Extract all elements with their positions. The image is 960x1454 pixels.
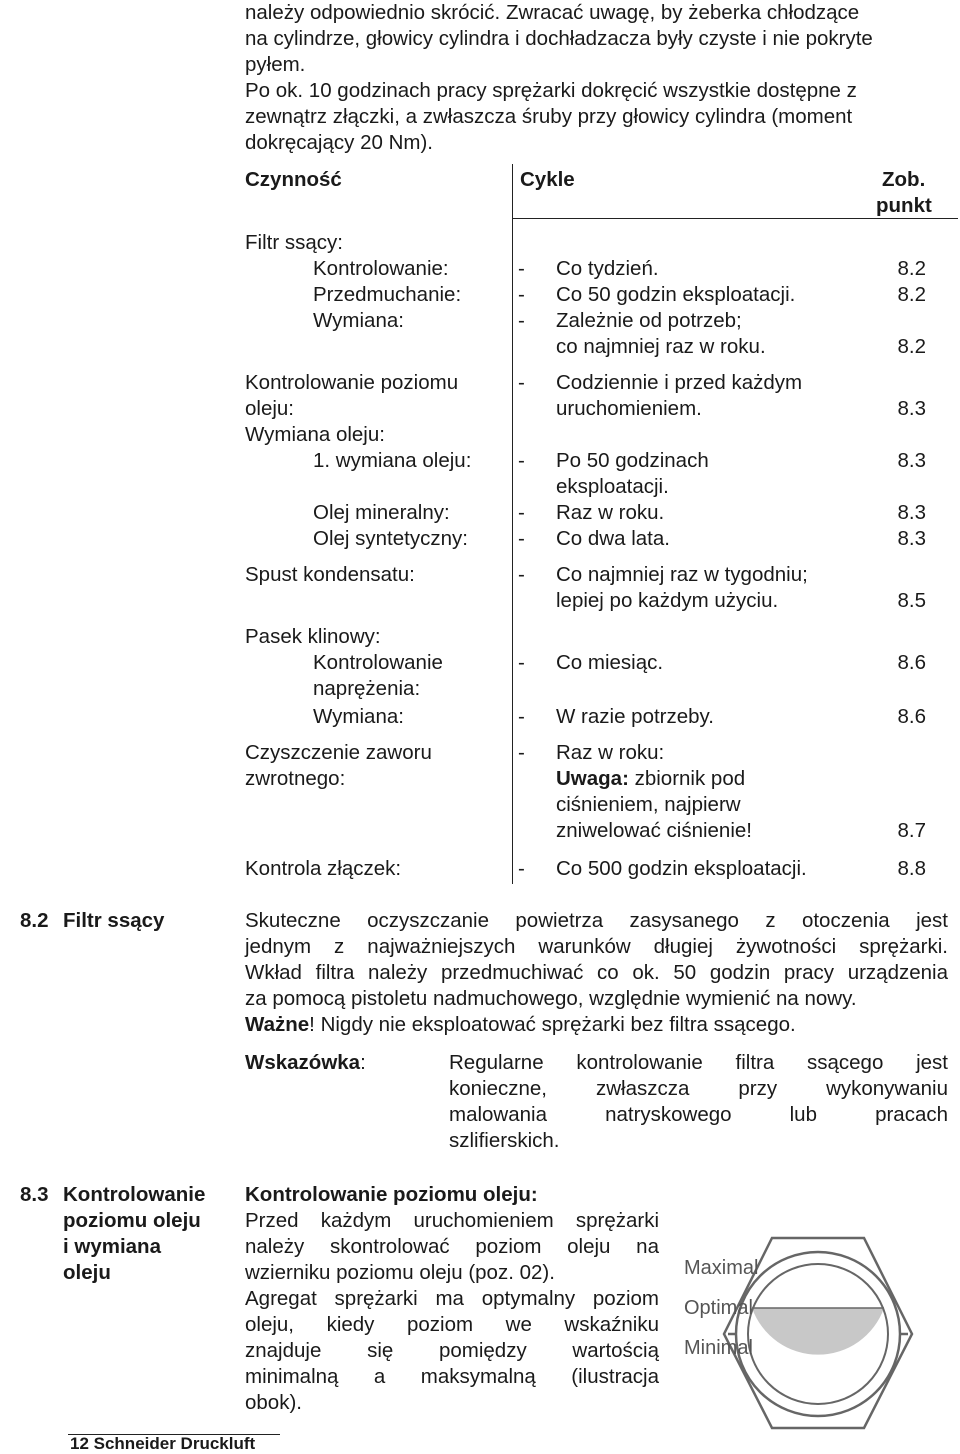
section-text-line: minimalną a maksymalną (ilustracja [245, 1365, 659, 1388]
row-label: zwrotnego: [245, 767, 346, 790]
row-label: Kontrolowanie [313, 651, 443, 674]
section-text-line: obok). [245, 1391, 302, 1414]
row-cycle: Co 50 godzin eksploatacji. [556, 283, 796, 306]
row-label: naprężenia: [313, 677, 421, 700]
intro-paragraph [245, 0, 950, 156]
label-minimal: Minimal [684, 1337, 753, 1359]
row-ref: 8.2 [897, 257, 926, 280]
important-text: ! Nigdy nie eksploatować sprężarki bez filtra ssącego. [309, 1013, 796, 1036]
label-maximal: Maximal [684, 1257, 759, 1279]
row-dash: - [518, 857, 525, 880]
hint-line: konieczne, zwłaszcza przy wykonywaniu [449, 1077, 948, 1100]
row-dash: - [518, 283, 525, 306]
row-cycle: zniwelować ciśnienie! [556, 819, 752, 842]
row-dash: - [518, 371, 525, 394]
hint-label: Wskazówka [245, 1051, 361, 1074]
section-title-line: Kontrolowanie [63, 1183, 206, 1206]
row-ref: 8.6 [897, 705, 926, 728]
header-ref-line2: punkt [876, 194, 932, 217]
row-label: Pasek klinowy: [245, 625, 381, 648]
table-divider-horizontal [512, 218, 958, 219]
section-text-line: wzierniku poziomu oleju (poz. 02). [245, 1261, 555, 1284]
row-dash: - [518, 501, 525, 524]
section-title-line: poziomu oleju [63, 1209, 201, 1232]
table-divider-vertical [512, 164, 513, 884]
row-ref: 8.7 [897, 819, 926, 842]
row-label: Olej syntetyczny: [313, 527, 468, 550]
section-text-line: znajduje się pomiędzy wartością [245, 1339, 659, 1362]
row-ref: 8.2 [897, 283, 926, 306]
row-label: Olej mineralny: [313, 501, 450, 524]
section-text-line: oleju, kiedy poziom we wskaźniku [245, 1313, 659, 1336]
intro-line: dokręcający 20 Nm). [245, 131, 433, 154]
row-dash: - [518, 527, 525, 550]
row-cycle: Raz w roku. [556, 501, 665, 524]
section-text-line: jednym z najważniejszych warunków długiej żywotności sprężarki. [245, 935, 948, 958]
row-dash: - [518, 741, 525, 764]
hint-line: Regularne kontrolowanie filtra ssącego jest [449, 1051, 948, 1074]
row-ref: 8.3 [897, 449, 926, 472]
oil-gauge-svg [676, 1232, 960, 1432]
row-cycle: Zależnie od potrzeb; [556, 309, 742, 332]
row-ref: 8.3 [897, 501, 926, 524]
row-cycle: lepiej po każdym użyciu. [556, 589, 779, 612]
hint-line: malowania natryskowego lub pracach [449, 1103, 948, 1126]
row-dash: - [518, 705, 525, 728]
row-dash: - [518, 257, 525, 280]
row-label: Przedmuchanie: [313, 283, 462, 306]
section-text-line: Skuteczne oczyszczanie powietrza zasysanego z otoczenia jest [245, 909, 948, 932]
row-ref: 8.6 [897, 651, 926, 674]
section-title: Filtr ssący [63, 909, 165, 932]
row-dash: - [518, 563, 525, 586]
section-text-line: za pomocą pistoletu nadmuchowego, względnie wymienić na nowy. [245, 987, 857, 1010]
row-dash: - [518, 651, 525, 674]
section-text-line: Wkład filtra należy przedmuchiwać co ok. 50 godzin pracy urządzenia [245, 961, 948, 984]
row-cycle: eksploatacji. [556, 475, 669, 498]
label-optimal: Optimal [684, 1297, 753, 1319]
row-ref: 8.5 [897, 589, 926, 612]
header-ref: Zob. [882, 168, 926, 191]
section-text-line: Przed każdym uruchomieniem sprężarki [245, 1209, 659, 1232]
row-dash: - [518, 309, 525, 332]
intro-line: na cylindrze, głowicy cylindra i dochładzacza były czyste i nie pokryte [245, 27, 873, 50]
row-ref: 8.3 [897, 397, 926, 420]
row-cycle: Raz w roku: [556, 741, 665, 764]
hint-line: szlifierskich. [449, 1129, 560, 1152]
hint-label-wrap [245, 1050, 366, 1076]
oil-level-gauge-illustration [676, 1232, 960, 1439]
row-cycle: W razie potrzeby. [556, 705, 714, 728]
row-label: Kontrolowanie: [313, 257, 449, 280]
row-dash: - [518, 449, 525, 472]
row-label: Wymiana: [313, 705, 404, 728]
row-cycle: Co dwa lata. [556, 527, 670, 550]
section-title-line: i wymiana [63, 1235, 161, 1258]
row-label: Kontrola złączek: [245, 857, 402, 880]
section-text-line: należy skontrolować poziom oleju na [245, 1235, 659, 1258]
subsection-heading: Kontrolowanie poziomu oleju: [245, 1183, 538, 1206]
intro-line: zewnątrz złączki, a zwłaszcza śruby przy głowicy cylindra (moment [245, 105, 853, 128]
row-ref: 8.8 [897, 857, 926, 880]
header-activity: Czynność [245, 168, 342, 191]
row-cycle: Co tydzień. [556, 257, 659, 280]
row-label: 1. wymiana oleju: [313, 449, 472, 472]
hint-colon: : [360, 1051, 366, 1074]
row-cycle: Co 500 godzin eksploatacji. [556, 857, 807, 880]
row-label: Spust kondensatu: [245, 563, 415, 586]
intro-line: należy odpowiednio skrócić. Zwracać uwagę, by żeberka chłodzące [245, 1, 860, 24]
row-cycle: ciśnieniem, najpierw [556, 793, 741, 816]
important-note [245, 1012, 796, 1038]
row-cycle: Codziennie i przed każdym [556, 371, 803, 394]
header-cycles: Cykle [520, 168, 575, 191]
row-label: oleju: [245, 397, 295, 420]
important-label: Ważne [245, 1013, 310, 1036]
row-cycle: Co najmniej raz w tygodniu; [556, 563, 808, 586]
row-label: Czyszczenie zaworu [245, 741, 432, 764]
row-ref: 8.2 [897, 335, 926, 358]
row-label: Wymiana: [313, 309, 404, 332]
row-cycle: co najmniej raz w roku. [556, 335, 766, 358]
row-ref: 8.3 [897, 527, 926, 550]
row-cycle-note [556, 766, 745, 792]
row-label: Filtr ssący: [245, 231, 343, 254]
row-cycle-text: zbiornik pod [628, 767, 746, 790]
section-title-line: oleju [63, 1261, 111, 1284]
page-footer: 12 Schneider Druckluft [70, 1434, 256, 1453]
row-cycle: Co miesiąc. [556, 651, 664, 674]
row-cycle: Po 50 godzinach [556, 449, 709, 472]
section-number: 8.2 [20, 909, 49, 932]
row-label: Kontrolowanie poziomu [245, 371, 459, 394]
section-number: 8.3 [20, 1183, 49, 1206]
row-label: Wymiana oleju: [245, 423, 385, 446]
intro-line: Po ok. 10 godzinach pracy sprężarki dokręcić wszystkie dostępne z [245, 79, 857, 102]
uwaga-label: Uwaga: [556, 767, 629, 790]
row-cycle: uruchomieniem. [556, 397, 702, 420]
section-text-line: Agregat sprężarki ma optymalny poziom [245, 1287, 659, 1310]
intro-line: pyłem. [245, 53, 306, 76]
